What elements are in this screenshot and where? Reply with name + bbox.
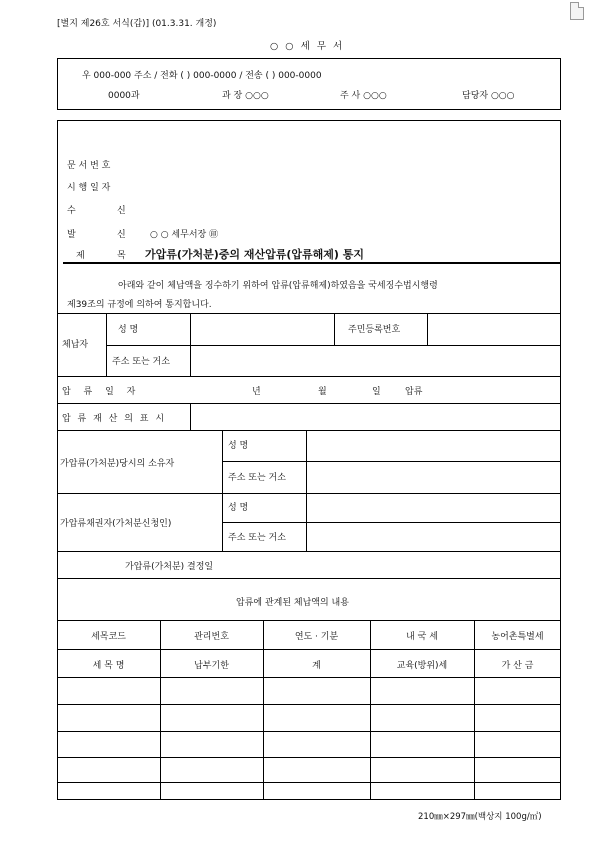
sender-label-2: 신 xyxy=(117,230,126,240)
seizure-date-label: 압 류 일 자 xyxy=(62,387,141,397)
month-label: 월 xyxy=(318,387,327,397)
recipient-label: 수 xyxy=(67,206,76,216)
office-title: ○ ○ 세 무 서 xyxy=(270,41,345,52)
header-section-chief: 과 장 ○○○ xyxy=(222,91,269,101)
arrears-title: 압류에 관계된 체납액의 내용 xyxy=(236,598,349,608)
decision-date-label: 가압류(가처분) 결정일 xyxy=(125,562,214,572)
delinquent-label: 체납자 xyxy=(62,340,89,350)
col-domestic-tax: 내 국 세 xyxy=(406,632,438,642)
col-mgmt-no: 관리번호 xyxy=(194,632,229,642)
subject-value: 가압류(가처분)중의 재산압류(압류해제) 통지 xyxy=(145,248,365,261)
day-label: 일 xyxy=(372,387,381,397)
year-label: 년 xyxy=(252,387,261,397)
property-label: 압 류 재 산 의 표 시 xyxy=(62,414,167,424)
body-line-2: 제39조의 규정에 의하여 통지합니다. xyxy=(67,300,212,310)
doc-number-label: 문 서 번 호 xyxy=(67,161,111,171)
body-line-1: 아래와 같이 체납액을 징수하기 위하여 압류(압류해제)하였음을 국세징수법시행령 xyxy=(118,281,438,291)
delinquent-name-label: 성 명 xyxy=(118,325,139,335)
col-tax-name: 세 목 명 xyxy=(92,661,125,671)
sender-value: ○ ○ 세무서장 ㊞ xyxy=(150,230,219,240)
creditor-label: 가압류채권자(가처분신청인) xyxy=(60,519,172,529)
seizure-label: 압류 xyxy=(405,387,423,397)
owner-name-label: 성 명 xyxy=(228,441,249,451)
header-box xyxy=(57,58,561,110)
subject-label-2: 목 xyxy=(117,251,126,261)
header-officer: 주 사 ○○○ xyxy=(340,91,387,101)
creditor-name-label: 성 명 xyxy=(228,503,249,513)
subject-label: 제 xyxy=(76,251,85,261)
col-tax-code: 세목코드 xyxy=(91,632,126,642)
recipient-label-2: 신 xyxy=(117,206,126,216)
form-id: [별지 제26호 서식(갑)] (01.3.31. 개정) xyxy=(57,19,217,29)
sender-label: 발 xyxy=(67,230,76,240)
document-icon xyxy=(570,2,584,20)
col-rural-tax: 농어촌특별세 xyxy=(491,632,544,642)
date-label: 시 행 일 자 xyxy=(67,183,111,193)
subject-underline xyxy=(63,262,561,264)
header-dept: 0000과 xyxy=(108,91,140,101)
col-total: 계 xyxy=(312,661,321,671)
col-year-period: 연도 · 기분 xyxy=(294,632,339,642)
col-due-date: 납부기한 xyxy=(194,661,229,671)
owner-label: 가압류(가처분)당시의 소유자 xyxy=(60,459,175,469)
header-staff: 담당자 ○○○ xyxy=(462,91,515,101)
creditor-address-label: 주소 또는 거소 xyxy=(228,533,286,543)
rrn-label: 주민등록번호 xyxy=(348,325,401,335)
col-penalty: 가 산 금 xyxy=(501,661,534,671)
header-address-line: 우 000-000 주소 / 전화 ( ) 000-0000 / 전송 ( ) 000-0000 xyxy=(82,71,322,81)
paper-spec: 210㎜×297㎜(백상지 100g/㎡) xyxy=(418,812,542,822)
col-education-tax: 교육(방위)세 xyxy=(396,661,448,671)
delinquent-address-label: 주소 또는 거소 xyxy=(112,357,170,367)
owner-address-label: 주소 또는 거소 xyxy=(228,473,286,483)
